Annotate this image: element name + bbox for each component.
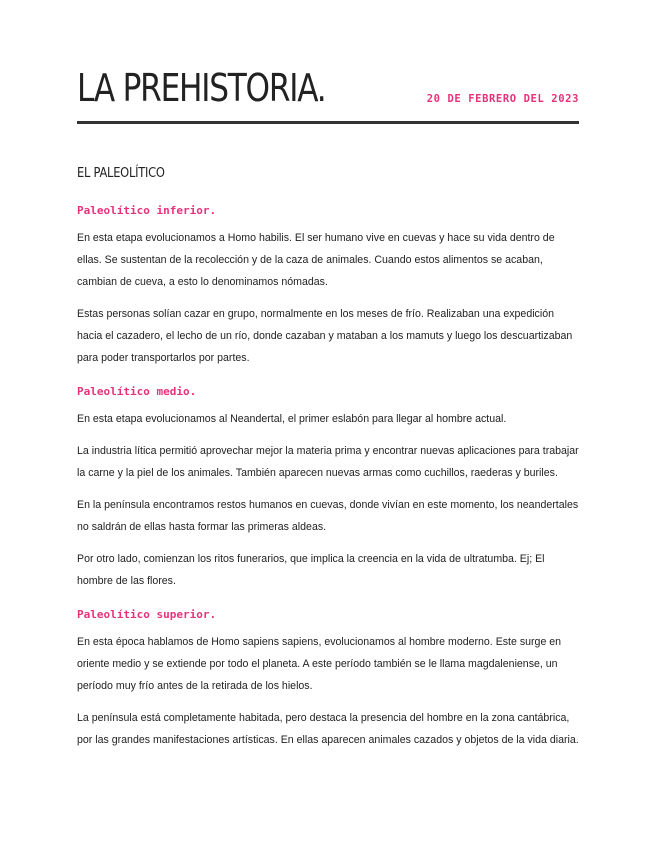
- paragraph: En esta etapa evolucionamos a Homo habilis. El ser humano vive en cuevas y hace su vida dentro de ellas. Se sustentan de la recolección y de la caza de animales. Cuando estos alimentos se acaban, cambian de cueva, a esto lo denominamos nómadas.: [77, 232, 555, 288]
- paragraph: La industria lítica permitió aprovechar mejor la materia prima y encontrar nuevas aplicaciones para trabajar la carne y la piel de los animales. También aparecen nuevas armas como cuchillos, raederas y buriles.: [77, 445, 579, 479]
- document-header: [77, 64, 579, 124]
- paragraph: En la península encontramos restos humanos en cuevas, donde vivían en este momento, los neandertales no saldrán de ellas hasta formar las primeras aldeas.: [77, 499, 579, 533]
- document-body: [77, 163, 579, 761]
- document-date: 20 DE FEBRERO DEL 2023: [426, 93, 579, 105]
- page-title: LA PREHISTORIA.: [77, 66, 326, 110]
- subsection-title-medio: Paleolítico medio.: [77, 385, 197, 398]
- header-divider: [77, 121, 579, 124]
- paragraph: Estas personas solían cazar en grupo, normalmente en los meses de frío. Realizaban una expedición hacia el cazadero, el lecho de un río, donde cazaban y mataban a los mamuts y luego los descuartizaban para poder transportarlos por partes.: [77, 308, 573, 364]
- subsection-title-inferior: Paleolítico inferior.: [77, 204, 217, 217]
- paragraph: En esta época hablamos de Homo sapiens sapiens, evolucionamos al hombre moderno. Este surge en oriente medio y se extiende por todo el planeta. A este período también se le llama magdaleniense, un período muy frío antes de la retirada de los hielos.: [77, 636, 562, 692]
- subsection-title-superior: Paleolítico superior.: [77, 608, 217, 621]
- paragraph: Por otro lado, comienzan los ritos funerarios, que implica la creencia en la vida de ultratumba. Ej; El hombre de las flores.: [77, 553, 545, 587]
- section-heading: EL PALEOLÍTICO: [77, 165, 165, 181]
- paragraph: La península está completamente habitada, pero destaca la presencia del hombre en la zona cantábrica, por las grandes manifestaciones artísticas. En ellas aparecen animales cazados y objetos de la vida diaria.: [77, 712, 579, 746]
- paragraph: En esta etapa evolucionamos al Neandertal, el primer eslabón para llegar al hombre actual.: [77, 413, 507, 425]
